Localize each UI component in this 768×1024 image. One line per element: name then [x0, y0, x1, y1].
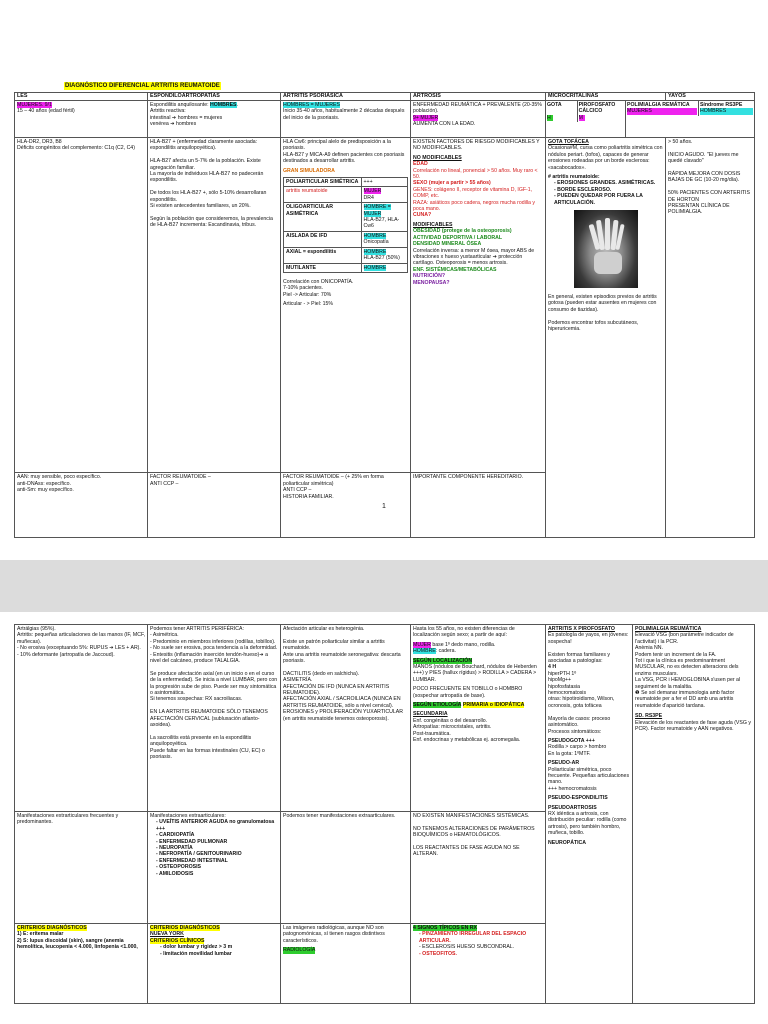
les-extra: Manifestaciones extrarticulares frecuentes y predominantes. [15, 812, 148, 924]
header-psoriasica: ARTRITIS PSORIÁSICA [281, 93, 411, 101]
header-yayos: YAYOS [666, 93, 755, 101]
espondilo-articular: Podemos tener ARTRITIS PERIFÉRICA: - Asimétrica. - Predominio en miembros inferiores (rodillas, tobillos). - No suele ser erosiva, poca tendencia a la deformidad. - Entesitis (inflamación inserción tendón-hueso)➔ a nivel del calcáneo, produce TALALGIA. Se produce afectación axial (en un inicio o en el curso de la enfermedad). Se inicia a nivel LUMBAR, pero con la progresión sube de piso. Puede ser muy sintomática o asintomática. Si tenemos sospechas: RX sacroiliacas. EN LA ARTRITIS REUMATOIDE SÓLO TENEMOS AFECTACIÓN CERVICAL (subluxación atlanto-axoidea). La sacroilitis está presente en la espondilitis anquilopoyética. Puede faltar en las formas intestinales (CU, EC) o psoriasis. [148, 625, 281, 812]
psoriasica-genetics: HLA Cw6: principal alelo de predisposición a la psoriasis. HLA-B27 y MICA-A9 definen pacientes con psoriasis destinados a desarrollar artritis. GRAN SIMULADORA POLIARTICULAR SIMÉTRICA +++ artritis reumatoide MUJER DR4 OLIGOARTICULAR ASIMÉTRICA HOMBRE = MUJER HLA-B27, HLA-Cw6 AISLADA DE IFD HOMBRE Onicopatía AXIAL = espondilitis HOMBRE HLA-B27 (50%) MUTILANTE HOMBRE Correlación con ONICOPATÍA. 7-10% pacientes. Piel -> Articular: 70% Articular - > Piel: 15% [281, 138, 411, 473]
psoriasica-articular: Afectación articular es heterogénia. Existe un patrón poliarticular similar a artritis reumatoide. Ante una artritis reumatoide seronegativa: descarta psoriasis. DACTILITIS (dedo en salchicha). ASIMETRÍA. AFECTACIÓN DE IFD (NUNCA EN ARTRITIS REUMATOIDE). AFECTACIÓN AXIAL / SACROILIACA (NUNCA EN ARTRITIS REUMATOIDE, sólo a nivel cervical). EROSIONES y PROLIFERACIÓN YUXARTICULAR (en artritis reumatoide tenemos osteoporosis). [281, 625, 411, 812]
header-espondilo: ESPONDILOARTROPATÍAS [148, 93, 281, 101]
header-artrosis: ARTROSIS [411, 93, 546, 101]
micro-list [548, 180, 663, 206]
les-genetics: HLA-DR2, DR3, B8 Déficits congénitos del complemento: C1q (C2, C4) [15, 138, 148, 473]
psoriasica-sex: HOMBRES = MUJERES Inicio 35-40 años, habitualmente 2 décadas después del inicio de la psoriasis. [281, 101, 411, 138]
artrosis-extra: NO EXISTEN MANIFESTACIONES SISTÉMICAS. NO TENEMOS ALTERACIONES DE PARÁMETROS BIOQUÍMICOS o HEMATOLÓGICOS. LOS REACTANTES DE FASE AGUDA NO SE ALTERAN. [411, 812, 546, 924]
page-2 [0, 612, 768, 1024]
diff-table-1 [14, 92, 755, 538]
espondilo-extra: Manifestaciones extraarticulares: - UVEÍTIS ANTERIOR AGUDA no granulomatosa +++ - CARDIOPATÍA - ENFERMEDAD PULMONAR - NEUROPATÍA - NEFROPATÍA / GENITOURINARIO - ENFERMEDAD INTESTINAL - OSTEOPOROSIS - AMILOIDOSIS [148, 812, 281, 924]
list-item: - ESCLEROSIS HUESO SUBCONDRAL. [419, 944, 515, 951]
list-item: - UVEÍTIS ANTERIOR AGUDA no granulomatosa +++ [156, 819, 275, 832]
header-micro: MICROCRITALINAS [546, 93, 666, 101]
row-articular [15, 625, 755, 812]
espondilo-serology: FACTOR REUMATOIDE – ANTI CCP – [148, 473, 281, 537]
list-item: - ENFERMEDAD PULMONAR [156, 838, 228, 845]
espondilo-genetics: HLA-B27 + (enfermedad claramente asociada: espondilitis anquilopoyética). HLA-B27 afecta un 5-7% de la población. Existe agregación familiar. La mayoría de individuos HLA-B27 no padecerán espondilitis. De todos los HLA-B27 +, sólo 5-10% desarrollaran espondilitis. Si existen antecedentes familiares, un 20%. Según la población que consideremos, la prevalencia de HLA-B27 incrementa: Escandinavia, tribus. [148, 138, 281, 473]
artrosis-articular: Hasta los 55 años, no existen diferencias de localización según sexo; a partir de aquí: MUJER base 1º dedo mano, rodilla. HOMBRE: cadera. SEGÚN LOCALIZACIÓN MANOS (nódulos de Bouchard, nódulos de Heberden +++) y PIES (hallux rígidus) > RODILLA > CADERA > LUMBAR. POCO FRECUENTE EN TOBILLO o HOMBRO (sospechar artropatía de base). SEGÚN ETIOLOGÍA PRIMARIA o IDIOPÁTICA SECUNDARIA Enf. congénitas o del desarrollo. Artropatías: microcristales, artritis. Post-traumática. Enf. endocrinas y metabólicas ej. acromegalia. [411, 625, 546, 812]
xray-foot-image [574, 210, 638, 288]
list-item: - CARDIOPATÍA [156, 832, 195, 839]
list-item: - NEUROPATÍA [156, 845, 193, 852]
diff-table-2 [14, 624, 755, 1004]
artrosis-sex: ENFERMEDAD REUMÁTICA + PREVALENTE (20-35% población). 9+ MUJER AUMENTA CON LA EDAD. [411, 101, 546, 138]
list-item: - PUEDEN QUEDAR POR FUERA LA ARTICULACIÓN. [554, 193, 643, 206]
list-item: - dolor lumbar y rigidez > 3 m [160, 944, 233, 951]
les-articular: Artrálgias (95%). Artritis: pequeñas articulaciones de las manos (IF, MCF, muñecas). - No erosiva (exceptuando 5%: RUPUS ➔ LES + AR). - 10% deformante (artropatía de Jaccoud). [15, 625, 148, 812]
pirofosfato-details: ARTRITIS X PIROFOSFATO Es patología de yayos, en jóvenes: sospecha! Existen formas familiares y asociadas a patologías: 4 H hiperPTH 1º hipoMg++ hipofosfatasia hemocromatosis otras: hipotiroidismo, Wilson, ocronosis, gota tofácea Mayoría de casos: proceso asintomático. Procesos sintomáticos: PSEUDOGOTA +++ Rodilla > carpo > hombro En la gota: 1ºMTF. PSEUDO-AR Poliarticular simétrica, poco frecuente. Pequeñas articulaciones mano. +++ hemocromatosis PSEUDO-ESPONDILITIS PSEUDOARTROSIS RX idéntica a artrosis, con distribución peculiar: rodilla (como artrosis), pero también hombro, muñeca, tobillo. NEUROPÁTICA [546, 625, 633, 1004]
polimialgia-details: POLIMIALGIA REUMÁTICA Elevació VSG (bon paràmetre indicador de l'activitat) i la PCR. Anèmia NN. Podem tenir un increment de la FA. Tot i que la clínica es predominantment MUSCULAR, no es detecten alteracions dels enzims musculars. La VSG, PCR i HEMOGLOBINA s'usen per al seguiment de la malaltia. ❶ Se sol demanar immunologia amb factor reumatoide per a fer el DD amb una artritis reumatoide d'aparició tardana. SD. RS3PE Elevación de los reactantes de fase aguda (VSG y PCR). Factor reumatoide y AAN negativos. [633, 625, 755, 1004]
micro-sex: GOTA H PIROFOSFATO CÁLCICO M [546, 101, 626, 138]
artrosis-serology: IMPORTANTE COMPONENTE HEREDITARIO. [411, 473, 546, 537]
psoriasica-serology: FACTOR REUMATOIDE – (+ 25% en forma poliarticular simétrica) ANTI CCP – HISTORIA FAMILIAR. [281, 473, 411, 537]
header-les: LES [15, 93, 148, 101]
espondilo-sex: Espondilitis anquilosante: HOMBRES. Artritis reactiva: intestinal ➔ hombres = mujeres venérea ➔ hombres [148, 101, 281, 138]
les-sex: MUJERES. 9/1 15 – 40 años (edad fértil) [15, 101, 148, 138]
page-number: 1 [382, 503, 386, 510]
psoriasica-criteria: Las imágenes radiológicas, aunque NO son patognomónicas, sí tienen rasgos distintivos característicos. RADIOLOGÍA [281, 924, 411, 1004]
yayos-sex: POLIMIALGIA REMÁTICA MUJERES Síndrome RS3PE HOMBRES [626, 101, 755, 138]
list-item: - limitación movilidad lumbar [160, 950, 232, 957]
list-item: - NEFROPATÍA / GENITOURINARIO [156, 851, 242, 858]
extra-list [150, 819, 278, 877]
row-sex [15, 101, 755, 138]
les-criteria: CRITERIOS DIAGNÓSTICOS 1) E: eritema malar 2) S: lupus discoidal (skin), sangre (anemia hemolítica, leucopenia < 4.000, linfopenia <1.000, [15, 924, 148, 1004]
row-genetics [15, 138, 755, 473]
les-serology: AAN: muy sensible, poco específico. anti-DNAss: específico. anti-Sm: muy específico. [15, 473, 148, 537]
espondilo-criteria: CRITERIOS DIAGNÓSTICOS NUEVA YORK CRITERIOS CLÍNICOS - dolor lumbar y rigidez > 3 m - limitación movilidad lumbar [148, 924, 281, 1004]
list-item: - OSTEOFITOS. [419, 950, 457, 957]
list-item: - ENFERMEDAD INTESTINAL [156, 857, 228, 864]
gran-simuladora: GRAN SIMULADORA [283, 167, 335, 174]
psoriasica-forms-table: POLIARTICULAR SIMÉTRICA +++ artritis reumatoide MUJER DR4 OLIGOARTICULAR ASIMÉTRICA HOMBRE = MUJER HLA-B27, HLA-Cw6 AISLADA DE IFD HOMBRE Onicopatía AXIAL = espondilitis HOMBRE HLA-B27 (50%) MUTILANTE HOMBRE [283, 177, 408, 273]
artrosis-genetics: EXISTEN FACTORES DE RIESGO MODIFICABLES Y NO MODIFICABLES. NO MODIFICABLES EDAD Correlación no lineal, ponencial > 50 años. Muy raro < 50. SEXO (mujer a partir > 55 años) GENES: colágeno II, receptor de vitamina D, IGF-1, COMP, etc. RAZA: asiáticos poco cadera, negros mucha rodilla y poca mano. CUNA? MODIFICABLES OBESIDAD (protege de la osteoporosis) ACTIVIDAD DEPORTIVA / LABORAL DENSIDAD MINERAL ÓSEA Correlación inversa: a menor M ósea, mayor ABS de vibraciones x hueso yuxtaarticular ➔ protección cartílago. Osteoporosis = menos artrosis. ENF. SISTÉMICAS/METABÓLICAS NUTRICIÓN? MENOPAUSA? [411, 138, 546, 473]
header-row [15, 93, 755, 101]
artrosis-criteria: 4 SIGNOS TÍPICOS EN RX - PINZAMIENTO IRREGULAR DEL ESPACIO ARTICULAR. - ESCLEROSIS HUESO SUBCONDRAL. - OSTEOFITOS. [411, 924, 546, 1004]
page-gap [0, 560, 768, 612]
page-title: DIAGNÓSTICO DIFERENCIAL ARTRITIS REUMATOIDE [65, 83, 220, 89]
list-item: - EROSIONES GRANDES. ASIMÉTRICAS. [554, 180, 656, 187]
psoriasica-extra: Podemos tener manifestaciones extraarticulares. [281, 812, 411, 924]
list-item: - AMILOIDOSIS [156, 870, 194, 877]
yayos-polim-details: > 50 años. INICIO AGUDO. "El jueves me quedé clavado" RÁPIDA MEJORA CON DOSIS BAJAS DE GC (10-20 mg/día). 50% PACIENTES CON ARTERITIS DE HORTON PRESENTAN CLÍNICA DE POLIMIALGIA. [666, 138, 755, 538]
micro-genetics: GOTA TOFÁCEA Ocasiona#M, cursa como poliartritis simétrica con nódulos periart. (tofos), capaces de generar erosiones rodeadas por un borde esclerosa: «sacabocados». # artritis reumatoide: - EROSIONES GRANDES. ASIMÉTRICAS. - BORDE ESCLEROSO. - PUEDEN QUEDAR POR FUERA LA ARTICULACIÓN. En general, existen episodios previos de artritis gotosa (pueden estar ausentes en mujeres con consumo de tiazidas). Podemos encontrar tofos subcutáneos, hiperuricemia. [546, 138, 666, 538]
list-item: - PINZAMIENTO IRREGULAR DEL ESPACIO ARTICULAR. [419, 931, 527, 944]
list-item: - OSTEOPOROSIS [156, 864, 201, 871]
list-item: - BORDE ESCLEROSO. [554, 186, 612, 193]
